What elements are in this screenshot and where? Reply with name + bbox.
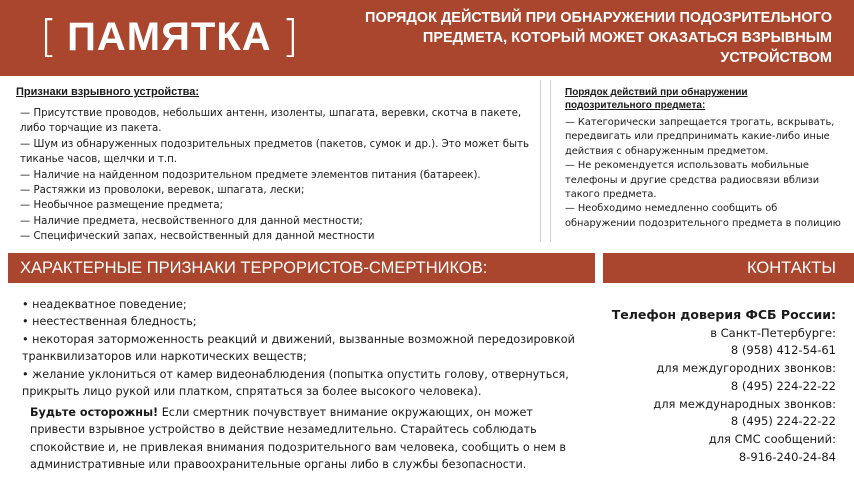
- contacts-band-title: КОНТАКТЫ: [746, 259, 836, 277]
- contact-phone: 8-916-240-24-84: [738, 449, 836, 464]
- list-item: — Наличие на найденном подозрительном предмете элементов питания (батареек).: [20, 168, 535, 183]
- explosive-signs-list: [20, 106, 535, 245]
- explosive-signs-heading: Признаки взрывного устройства:: [16, 86, 200, 98]
- terrorist-signs-band: ХАРАКТЕРНЫЕ ПРИЗНАКИ ТЕРРОРИСТОВ-СМЕРТНИКОВ:: [8, 253, 595, 283]
- bracket-right: ]: [281, 11, 299, 62]
- bracket-left: [: [40, 11, 58, 62]
- warning-bold: Будьте осторожны!: [30, 406, 159, 419]
- memo-title: ПАМЯТКА: [67, 15, 272, 59]
- explosive-signs-panel: [8, 80, 541, 242]
- list-item: — Специфический запах, несвойственный для данной местности: [20, 229, 535, 244]
- terrorist-signs-list: [22, 296, 597, 400]
- contact-phone: 8 (495) 224-22-22: [730, 414, 836, 429]
- contact-line: в Санкт-Петербурге:: [710, 325, 836, 340]
- contacts-block: [603, 306, 836, 466]
- contact-line: для международных звонков:: [653, 396, 836, 411]
- list-item: — Категорически запрещается трогать, вскрывать, передвигать или предпринимать какие-либо иные действия с обнаруженным предметом.: [565, 116, 843, 159]
- list-item: — Необычное размещение предмета;: [20, 198, 535, 213]
- list-item: — Наличие предмета, несвойственного для данной местности;: [20, 214, 535, 229]
- list-item: — Растяжки из проволоки, веревок, шпагата, лески;: [20, 183, 535, 198]
- list-item: — Не рекомендуется использовать мобильные телефоны и другие средства радиосвязи вблизи такого предмета.: [565, 159, 843, 202]
- contact-phone: 8 (958) 412-54-61: [730, 343, 836, 358]
- list-item: — Необходимо немедленно сообщить об обнаружении подозрительного предмета в полицию: [565, 202, 843, 231]
- procedure-list: [565, 116, 843, 231]
- contact-line: для междугородних звонков:: [656, 361, 836, 376]
- procedure-heading: Порядок действий при обнаружении подозрительного предмета:: [565, 87, 748, 111]
- procedure-panel: [550, 80, 847, 242]
- warning-paragraph: [30, 404, 590, 474]
- header-title: ПОРЯДОК ДЕЙСТВИЙ ПРИ ОБНАРУЖЕНИИ ПОДОЗРИТЕЛЬНОГО ПРЕДМЕТА, КОТОРЫЙ МОЖЕТ ОКАЗАТЬСЯ ВЗРЫВНЫМ УСТРОЙСТВОМ: [365, 10, 832, 66]
- contacts-band: [603, 253, 854, 283]
- list-item: • неадекватное поведение;: [22, 296, 597, 313]
- list-item: • неестественная бледность;: [22, 313, 597, 330]
- contacts-header: Телефон доверия ФСБ России:: [611, 307, 836, 322]
- list-item: • некоторая заторможенность реакций и движений, вызванные возможной передозировкой транквилизаторов или наркотических веществ;: [22, 331, 597, 366]
- list-item: • желание уклониться от камер видеонаблюдения (попытка опустить голову, отвернуться, прикрыть лицо рукой или платком, спрятаться за более высокого человека).: [22, 366, 597, 401]
- contact-phone: 8 (495) 224-22-22: [730, 378, 836, 393]
- contact-line: для СМС сообщений:: [708, 431, 836, 446]
- warning-text: Если смертник почувствует внимание окружающих, он может привести взрывное устройство в действие незамедлительно. Старайтесь соблюдать спокойствие и, не привлекая внимания подозрительного вам человека, сообщить о нем в административные или правоохранительные органы либо в службы безопасности.: [30, 406, 567, 472]
- list-item: — Присутствие проводов, небольших антенн, изоленты, шпагата, веревки, скотча в пакете, либо торчащие из пакета.: [20, 106, 535, 137]
- memo-logo: [40, 10, 299, 64]
- list-item: — Шум из обнаруженных подозрительных предметов (пакетов, сумок и др.). Это может быть тиканье часов, щелчки и т.п.: [20, 137, 535, 168]
- header-bar: [0, 0, 854, 76]
